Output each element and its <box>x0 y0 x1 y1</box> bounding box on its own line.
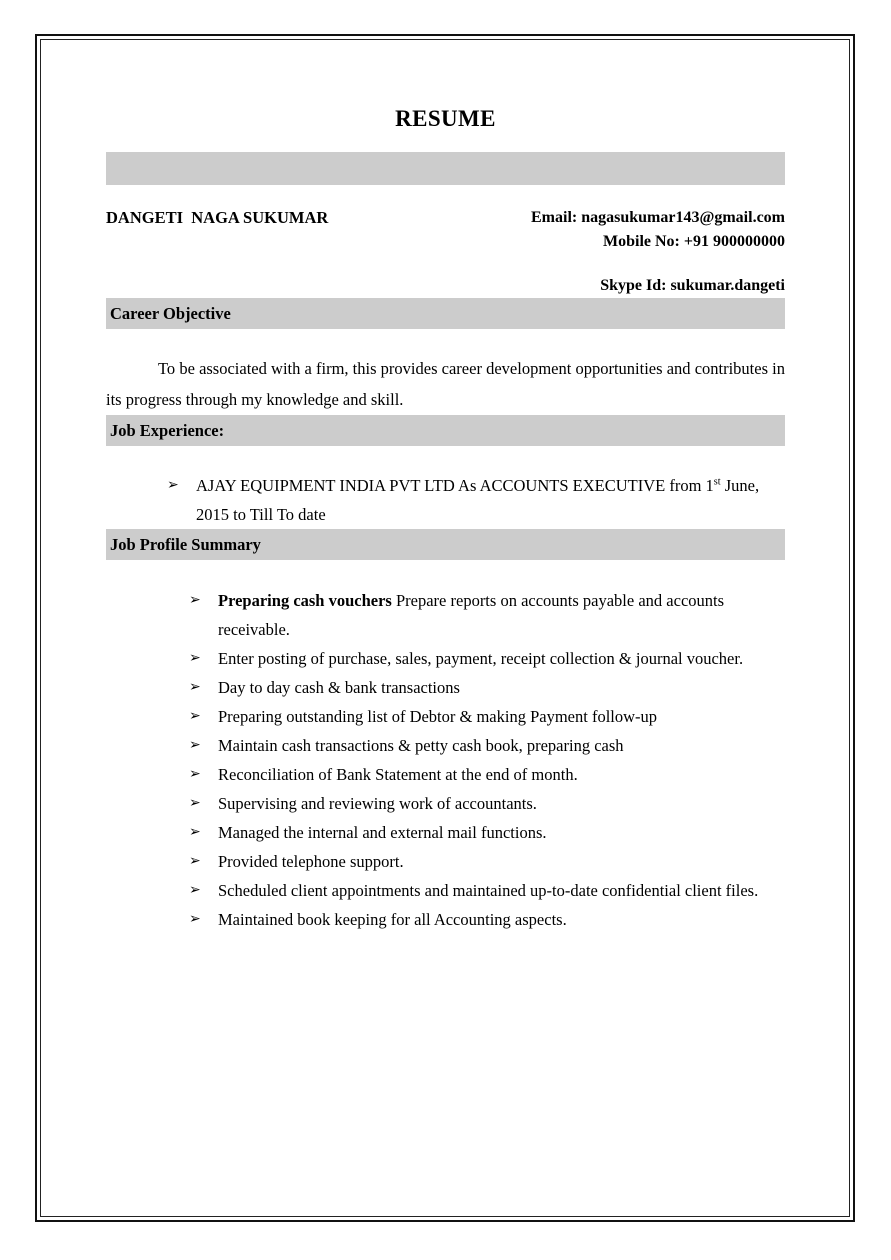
list-item-text: Managed the internal and external mail functions. <box>218 822 547 842</box>
arrow-bullet-icon: ➢ <box>189 649 201 666</box>
decorative-band <box>106 152 785 185</box>
list-item-text: Enter posting of purchase, sales, payment, receipt collection & journal voucher. <box>218 648 744 668</box>
list-item-text: AJAY EQUIPMENT INDIA PVT LTD As ACCOUNTS EXECUTIVE from 1st June, 2015 to Till To date <box>196 475 760 524</box>
candidate-name: DANGETI NAGA SUKUMAR <box>106 207 329 227</box>
list-item <box>106 760 785 789</box>
list-item <box>106 731 785 760</box>
list-item <box>106 702 785 731</box>
career-objective-text: To be associated with a firm, this provides career development opportunities and contributes in its progress through my knowledge and skill. <box>106 358 785 409</box>
list-item <box>106 586 785 644</box>
contact-spacer <box>531 254 785 274</box>
mobile-line: Mobile No: +91 900000000 <box>603 232 785 250</box>
list-item-text: Provided telephone support. <box>218 851 404 871</box>
email-line: Email: nagasukumar143@gmail.com <box>531 208 785 226</box>
list-item-text: Preparing cash vouchers Prepare reports on accounts payable and accounts receivable. <box>218 590 725 639</box>
arrow-bullet-icon: ➢ <box>189 678 201 695</box>
list-item <box>106 644 785 673</box>
list-item <box>106 818 785 847</box>
skype-line: Skype Id: sukumar.dangeti <box>600 276 785 294</box>
arrow-bullet-icon: ➢ <box>189 910 201 927</box>
list-item-text: Maintain cash transactions & petty cash book, preparing cash <box>218 735 624 755</box>
arrow-bullet-icon: ➢ <box>189 881 201 898</box>
arrow-bullet-icon: ➢ <box>189 794 201 811</box>
list-item-lead: Preparing cash vouchers <box>218 590 392 610</box>
list-item <box>106 673 785 702</box>
list-item-text: Day to day cash & bank transactions <box>218 677 460 697</box>
page-title: RESUME <box>395 106 496 131</box>
list-item <box>106 876 785 905</box>
list-item-text: Maintained book keeping for all Accounting aspects. <box>218 909 567 929</box>
arrow-bullet-icon: ➢ <box>167 476 179 493</box>
arrow-bullet-icon: ➢ <box>189 765 201 782</box>
resume-document <box>106 34 785 934</box>
arrow-bullet-icon: ➢ <box>189 707 201 724</box>
section-heading-job-experience: Job Experience: <box>106 415 785 446</box>
identity-block <box>106 206 785 298</box>
list-item-text: Preparing outstanding list of Debtor & making Payment follow-up <box>218 706 658 726</box>
section-heading-job-profile-summary: Job Profile Summary <box>106 529 785 560</box>
job-profile-summary-list <box>106 586 785 934</box>
arrow-bullet-icon: ➢ <box>189 852 201 869</box>
arrow-bullet-icon: ➢ <box>189 736 201 753</box>
arrow-bullet-icon: ➢ <box>189 591 201 608</box>
list-item <box>106 905 785 934</box>
list-item-text: Supervising and reviewing work of accountants. <box>218 793 537 813</box>
contact-block <box>531 206 785 298</box>
list-item <box>106 847 785 876</box>
arrow-bullet-icon: ➢ <box>189 823 201 840</box>
list-item <box>106 789 785 818</box>
list-item-text: Scheduled client appointments and maintained up-to-date confidential client files. <box>218 880 759 900</box>
job-experience-list <box>106 471 785 529</box>
list-item-text: Reconciliation of Bank Statement at the end of month. <box>218 764 578 784</box>
section-heading-career-objective: Career Objective <box>106 298 785 329</box>
ordinal-suffix: st <box>713 476 721 488</box>
list-item <box>106 471 785 529</box>
